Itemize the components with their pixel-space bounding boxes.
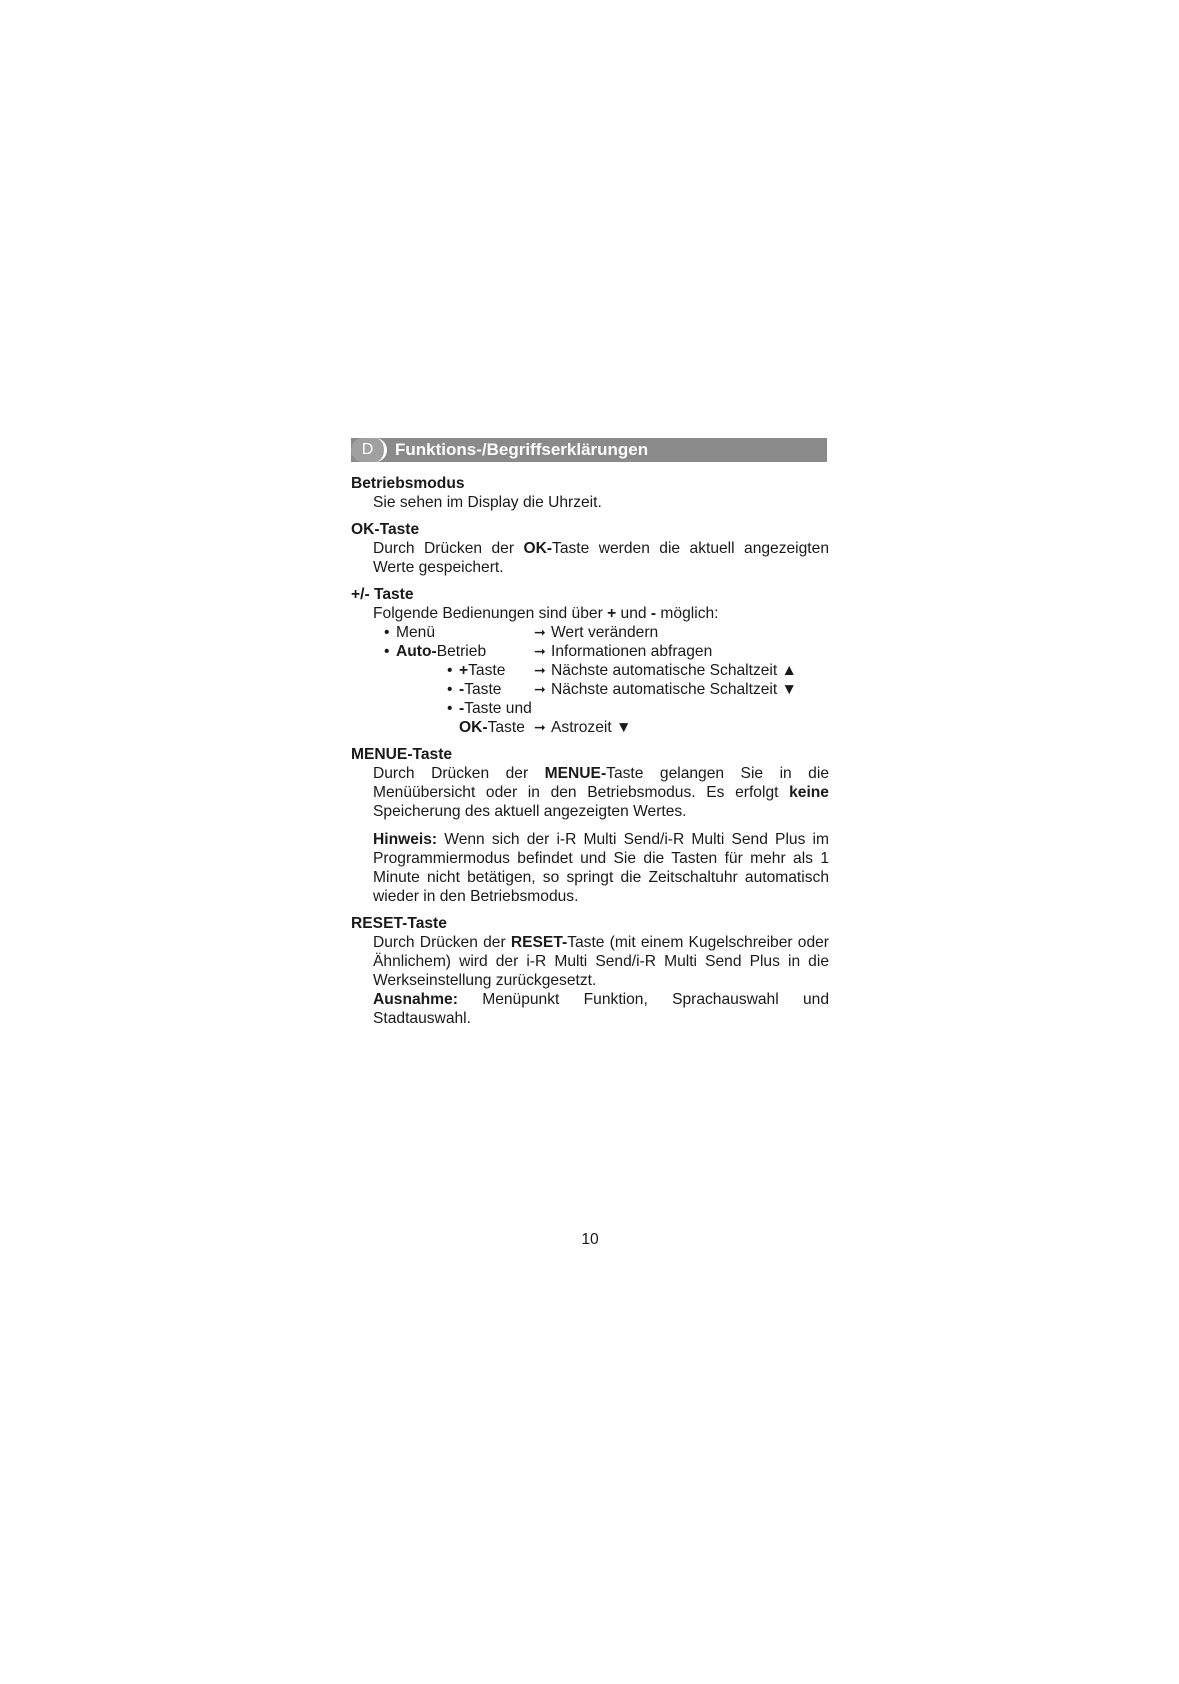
item-result: Nächste automatische Schaltzeit ▲	[551, 662, 797, 679]
bullet: •	[447, 681, 453, 698]
item-result: Nächste automatische Schaltzeit ▼	[551, 681, 797, 698]
section-reset-taste	[351, 914, 829, 1028]
bold-run: OK-	[523, 540, 553, 557]
section-title: OK-Taste	[351, 521, 420, 538]
section-plus-minus-taste	[351, 585, 829, 737]
section-title: +/- Taste	[351, 586, 414, 603]
item-label	[459, 680, 501, 699]
plus-symbol: +	[459, 662, 469, 679]
text-run: Taste	[487, 719, 525, 736]
item-label	[396, 642, 486, 661]
bullet: •	[447, 662, 453, 679]
text-run: Taste	[464, 681, 502, 698]
section-title: Betriebsmodus	[351, 475, 465, 492]
exception-label: Ausnahme:	[373, 991, 458, 1008]
section-menue-taste	[351, 745, 829, 906]
hint-text	[351, 830, 829, 906]
section-title: RESET-Taste	[351, 915, 447, 932]
text-run: Betrieb	[436, 643, 487, 660]
arrow-icon: ➞	[534, 662, 546, 678]
item-label	[459, 699, 532, 718]
item-label	[459, 718, 525, 737]
section-ok-taste	[351, 520, 829, 577]
page-title: Funktions-/Begriffserklärungen	[395, 440, 649, 459]
minus-symbol: -	[459, 681, 465, 698]
bullet: •	[384, 643, 390, 660]
text-run: Taste	[468, 662, 506, 679]
list-item-auto	[351, 642, 829, 661]
bold-run: keine	[789, 784, 829, 801]
section-text	[351, 539, 829, 577]
item-result: Astrozeit ▼	[551, 719, 632, 736]
arrow-icon: ➞	[534, 624, 546, 640]
bold-run: Auto-	[396, 643, 437, 660]
page-number: 10	[581, 1231, 599, 1248]
bold-run: RESET-	[510, 934, 568, 951]
list-item-plus	[351, 661, 829, 680]
document-body	[351, 474, 829, 1036]
text-run: Taste und	[464, 700, 532, 717]
item-label: Menü	[396, 624, 436, 641]
section-betriebsmodus	[351, 474, 829, 512]
list-item-ok	[351, 718, 829, 737]
list-item-minus-ok	[351, 699, 829, 718]
text-run: Folgende Bedienungen sind über	[373, 605, 608, 622]
arrow-icon: ➞	[534, 719, 546, 735]
section-text	[351, 764, 829, 821]
item-label	[459, 661, 505, 680]
list-item-menu	[351, 623, 829, 642]
section-text: Sie sehen im Display die Uhrzeit.	[373, 494, 602, 511]
text-run: Taste werden die aktuell angezeigten Werte gespeichert.	[373, 540, 829, 576]
text-run: Menüpunkt Funktion, Sprachauswahl und Stadtauswahl.	[373, 991, 829, 1027]
arrow-icon: ➞	[534, 643, 546, 659]
text-run: Taste (mit einem Kugelschreiber oder Ähnlichem) wird der i-R Multi Send/i-R Multi Send Plus in die Werkseinstellung zurückgesetzt.	[373, 934, 830, 989]
bullet: •	[384, 624, 390, 641]
text-run: Wenn sich der i-R Multi Send/i-R Multi Send Plus im Programmiermodus befindet und Sie die Tasten für mehr als 1 Minute nicht betätigen, so springt die Zeitschaltuhr automatisch wieder in den Betriebsmodus.	[373, 831, 829, 905]
arrow-icon: ➞	[534, 681, 546, 697]
text-run: Speicherung des aktuell angezeigten Wertes.	[373, 803, 687, 820]
minus-symbol: -	[650, 605, 657, 622]
text-run: Durch Drücken der	[373, 765, 545, 782]
bold-run: MENUE-	[544, 765, 607, 782]
bullet: •	[447, 700, 453, 717]
text-run: Taste gelangen Sie in die Menüübersicht oder in den Betriebsmodus. Es erfolgt	[373, 765, 829, 801]
language-badge: D	[351, 438, 387, 462]
list-item-minus	[351, 680, 829, 699]
minus-symbol: -	[459, 700, 465, 717]
hint-label: Hinweis:	[373, 831, 438, 848]
plus-symbol: +	[607, 605, 617, 622]
item-result: Wert verändern	[551, 624, 659, 641]
text-run: Durch Drücken der	[373, 934, 511, 951]
bold-run: OK-	[459, 719, 488, 736]
exception-text	[351, 990, 829, 1028]
section-text	[351, 933, 829, 990]
item-result: Informationen abfragen	[551, 643, 713, 660]
text-run: Durch Drücken der	[373, 540, 524, 557]
section-title: MENUE-Taste	[351, 746, 453, 763]
section-intro	[351, 604, 829, 623]
text-run: und	[616, 605, 651, 622]
text-run: möglich:	[656, 605, 719, 622]
